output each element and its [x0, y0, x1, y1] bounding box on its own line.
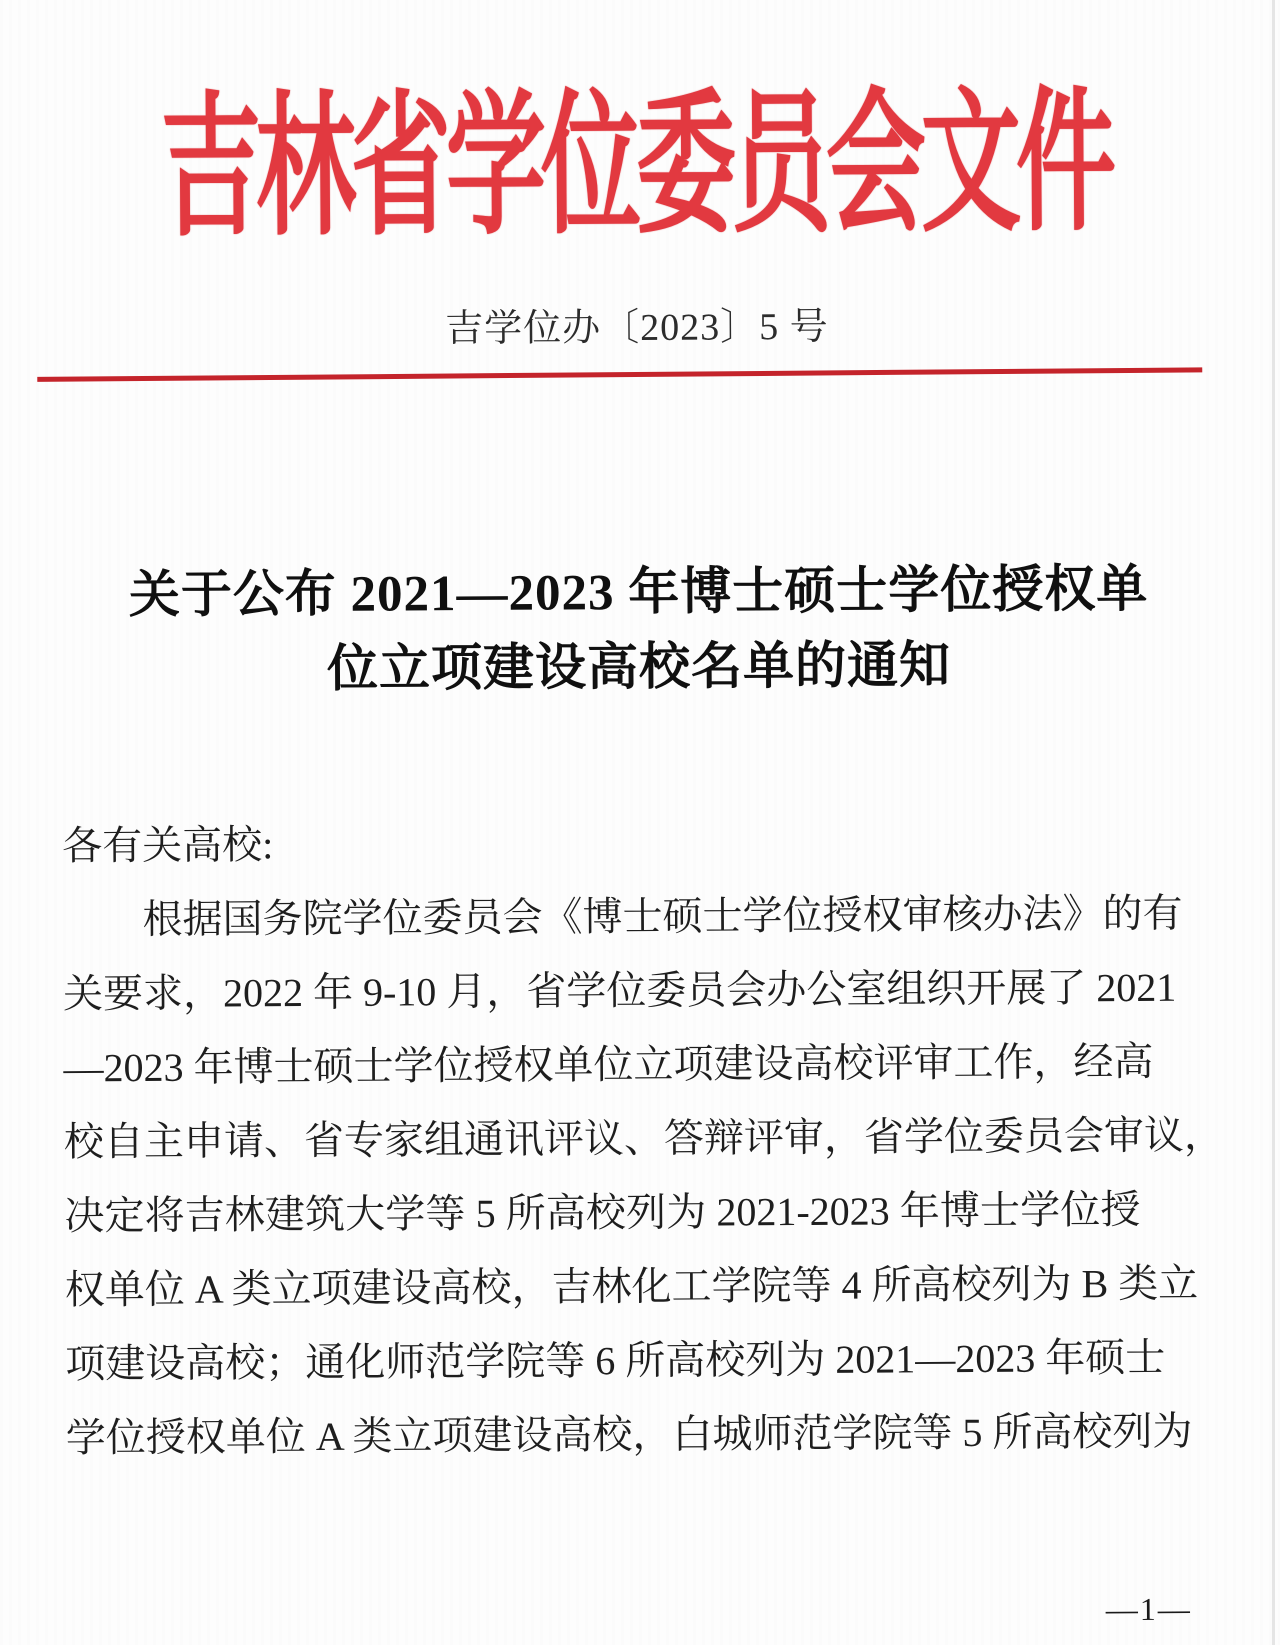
body-line: 关要求，2022 年 9-10 月，省学位委员会办公室组织开展了 2021 [62, 964, 1177, 1017]
document-title [68, 553, 1209, 710]
body-line: 学位授权单位 A 类立项建设高校，白城师范学院等 5 所高校列为 [65, 1408, 1193, 1461]
title-line-2: 位立项建设高校名单的通知 [326, 638, 952, 698]
body-line: 权单位 A 类立项建设高校，吉林化工学院等 4 所高校列为 B 类立 [64, 1260, 1199, 1313]
agency-red-header: 吉林省学位委员会文件 [160, 77, 1112, 256]
body-line: 校自主申请、省专家组通讯评议、答辩评审，省学位委员会审议， [63, 1112, 1225, 1165]
salutation: 各有关高校: [61, 822, 274, 869]
body-line: 决定将吉林建筑大学等 5 所高校列为 2021-2023 年博士学位授 [64, 1186, 1141, 1239]
page-number: —1— [1105, 1590, 1192, 1628]
document-number: 吉学位办〔2023〕5 号 [445, 305, 829, 351]
scanner-edge-artifact [1272, 0, 1275, 1645]
body-line: 项建设高校；通化师范学院等 6 所高校列为 2021—2023 年硕士 [65, 1334, 1166, 1387]
body-paragraph [61, 803, 1225, 1476]
red-separator-line [37, 367, 1202, 382]
body-line: 根据国务院学位委员会《博士硕士学位授权审核办法》的有 [142, 890, 1183, 943]
body-line: —2023 年博士硕士学位授权单位立项建设高校评审工作，经高 [63, 1038, 1154, 1091]
title-line-1: 关于公布 2021—2023 年博士硕士学位授权单 [128, 561, 1149, 625]
